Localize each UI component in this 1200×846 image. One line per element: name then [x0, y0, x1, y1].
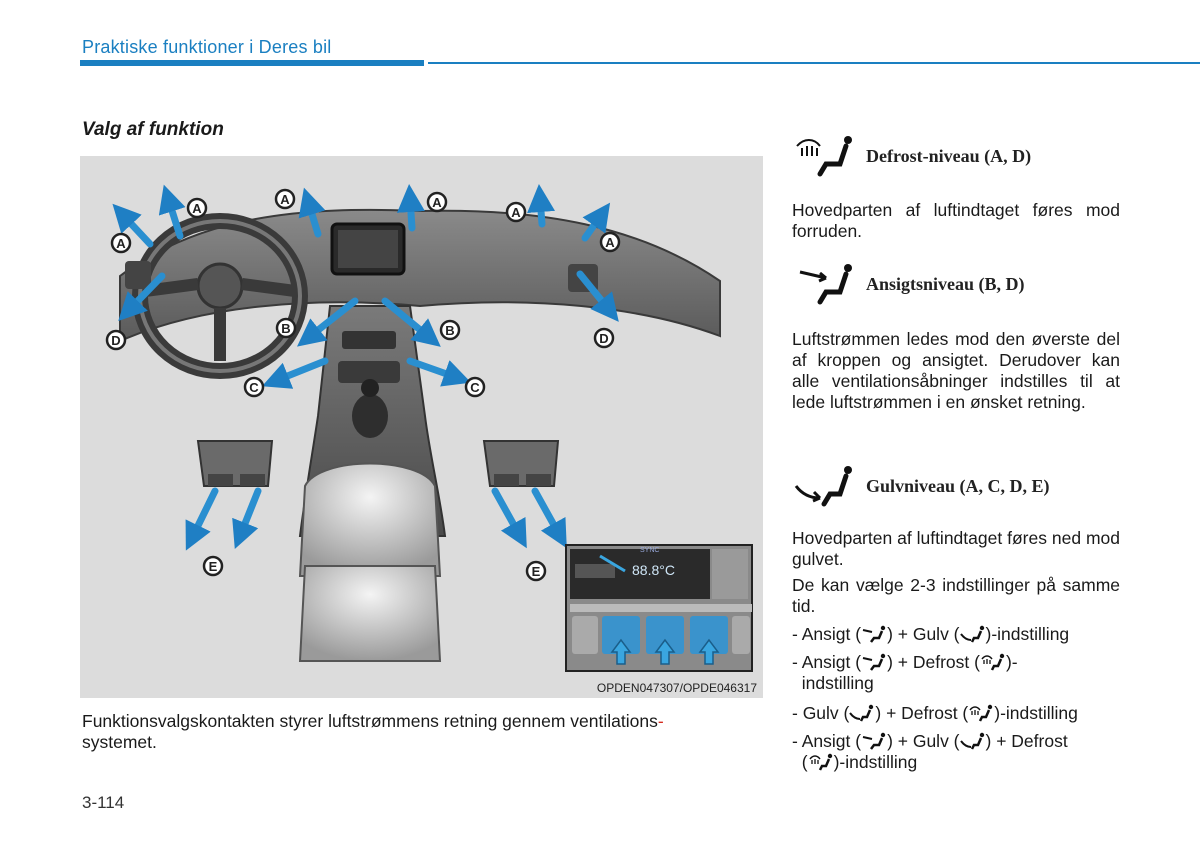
section-title: Valg af funktion	[82, 119, 224, 140]
mode-face-heading	[792, 262, 1025, 306]
mode-face-label: Ansigtsniveau (B, D)	[866, 273, 1025, 294]
svg-text:C: C	[470, 380, 480, 395]
svg-text:E: E	[531, 564, 541, 579]
figure-code: OPDEN047307/OPDE046317	[596, 681, 757, 695]
svg-text:E: E	[208, 559, 218, 574]
seat-center	[300, 566, 440, 661]
combo-text: )-indstilling	[833, 752, 918, 772]
svg-text:SYNC: SYNC	[640, 547, 660, 554]
figure-caption	[82, 711, 754, 753]
chapter-title: Praktiske funktioner i Deres bil	[82, 37, 332, 57]
combo-text: - Ansigt (	[792, 731, 862, 751]
mode-floor-label: Gulvniveau (A, C, D, E)	[866, 475, 1050, 496]
page-number: 3-114	[82, 793, 125, 812]
combo-text: ) + Defrost	[985, 731, 1068, 751]
floor-level-icon	[960, 625, 986, 643]
mode-face-text: Luftstrømmen ledes mod den øverste del af kroppen og ansigtet. Derudover kan alle ventilationsåbninger indstilles til at lede luftstrømmen i en ønsket retning.	[792, 329, 1120, 412]
face-level-icon	[861, 625, 887, 643]
mode-defrost-text: Hovedparten af luftindtaget føres mod forruden.	[792, 200, 1120, 241]
floor-duct-left	[198, 441, 272, 486]
svg-text:A: A	[280, 192, 290, 207]
svg-text:A: A	[432, 195, 442, 210]
svg-text:B: B	[281, 321, 291, 336]
combo-item	[792, 624, 1124, 645]
floor-level-icon	[849, 704, 875, 722]
vent-tag-d	[595, 329, 613, 347]
caption-hyphen: -	[657, 711, 664, 731]
combo-text: )-	[1005, 652, 1018, 672]
vent-tag-a	[112, 234, 130, 252]
combo-text: ) + Gulv (	[887, 624, 960, 644]
mode-defrost-heading	[792, 134, 1031, 178]
svg-text:B: B	[445, 323, 455, 338]
mode-floor-heading	[792, 464, 1050, 508]
face-level-icon	[861, 732, 887, 750]
svg-text:88.8°C: 88.8°C	[632, 562, 675, 578]
vent-tag-a	[507, 203, 525, 221]
ventilation-figure	[80, 156, 763, 698]
vent-tag-e	[527, 562, 545, 580]
svg-text:A: A	[605, 235, 615, 250]
svg-text:D: D	[599, 331, 609, 346]
svg-text:A: A	[192, 201, 202, 216]
combo-text: )-indstilling	[994, 703, 1078, 723]
combo-text: ) + Defrost (	[875, 703, 969, 723]
face-level-icon	[792, 262, 856, 306]
mode-floor-text: Hovedparten af luftindtaget føres ned mod gulvet.	[792, 528, 1120, 569]
armrest	[300, 464, 440, 577]
combo-item	[792, 731, 1124, 773]
mode-defrost-label: Defrost-niveau (A, D)	[866, 145, 1032, 166]
defrost-floor-icon	[792, 134, 856, 178]
header-rule-thick	[80, 60, 424, 66]
combo-text: - Ansigt (	[792, 652, 862, 672]
combo-item	[792, 703, 1124, 724]
vent-tag-c	[466, 378, 484, 396]
combo-text: - Ansigt (	[792, 624, 862, 644]
combo-text: ) + Defrost (	[887, 652, 980, 672]
caption-text-cont: systemet.	[82, 732, 157, 752]
vent-tag-a	[276, 190, 294, 208]
vent-tag-c	[245, 378, 263, 396]
mode-floor-text-2: De kan vælge 2-3 indstillinger på samme tid.	[792, 575, 1120, 616]
combo-text: - Gulv (	[792, 703, 850, 723]
svg-text:C: C	[249, 380, 259, 395]
dashboard-illustration	[80, 156, 763, 698]
vent-tag-a	[188, 199, 206, 217]
vent-tag-a	[428, 193, 446, 211]
combo-text: ) + Gulv (	[887, 731, 960, 751]
svg-text:A: A	[116, 236, 126, 251]
vent-tag-d	[107, 331, 125, 349]
climate-panel-inset	[566, 545, 752, 671]
floor-level-icon	[792, 464, 856, 508]
floor-duct-right	[484, 441, 558, 486]
combo-item	[792, 652, 1124, 694]
vent-tag-e	[204, 557, 222, 575]
defrost-floor-icon	[968, 704, 994, 722]
svg-text:D: D	[111, 333, 121, 348]
floor-level-icon	[960, 732, 986, 750]
header-rule-thin	[428, 62, 1200, 64]
combo-text: )-indstilling	[985, 624, 1070, 644]
vent-tag-a	[601, 233, 619, 251]
svg-text:A: A	[511, 205, 521, 220]
caption-text: Funktionsvalgskontakten styrer luftstrømmens retning gennem ventilations	[82, 711, 658, 731]
vent-tag-b	[441, 321, 459, 339]
face-level-icon	[861, 653, 887, 671]
defrost-floor-icon	[980, 653, 1006, 671]
defrost-floor-icon	[808, 753, 834, 771]
vent-tag-b	[277, 319, 295, 337]
combo-text: indstilling	[801, 673, 874, 693]
combo-text: (	[801, 752, 808, 772]
